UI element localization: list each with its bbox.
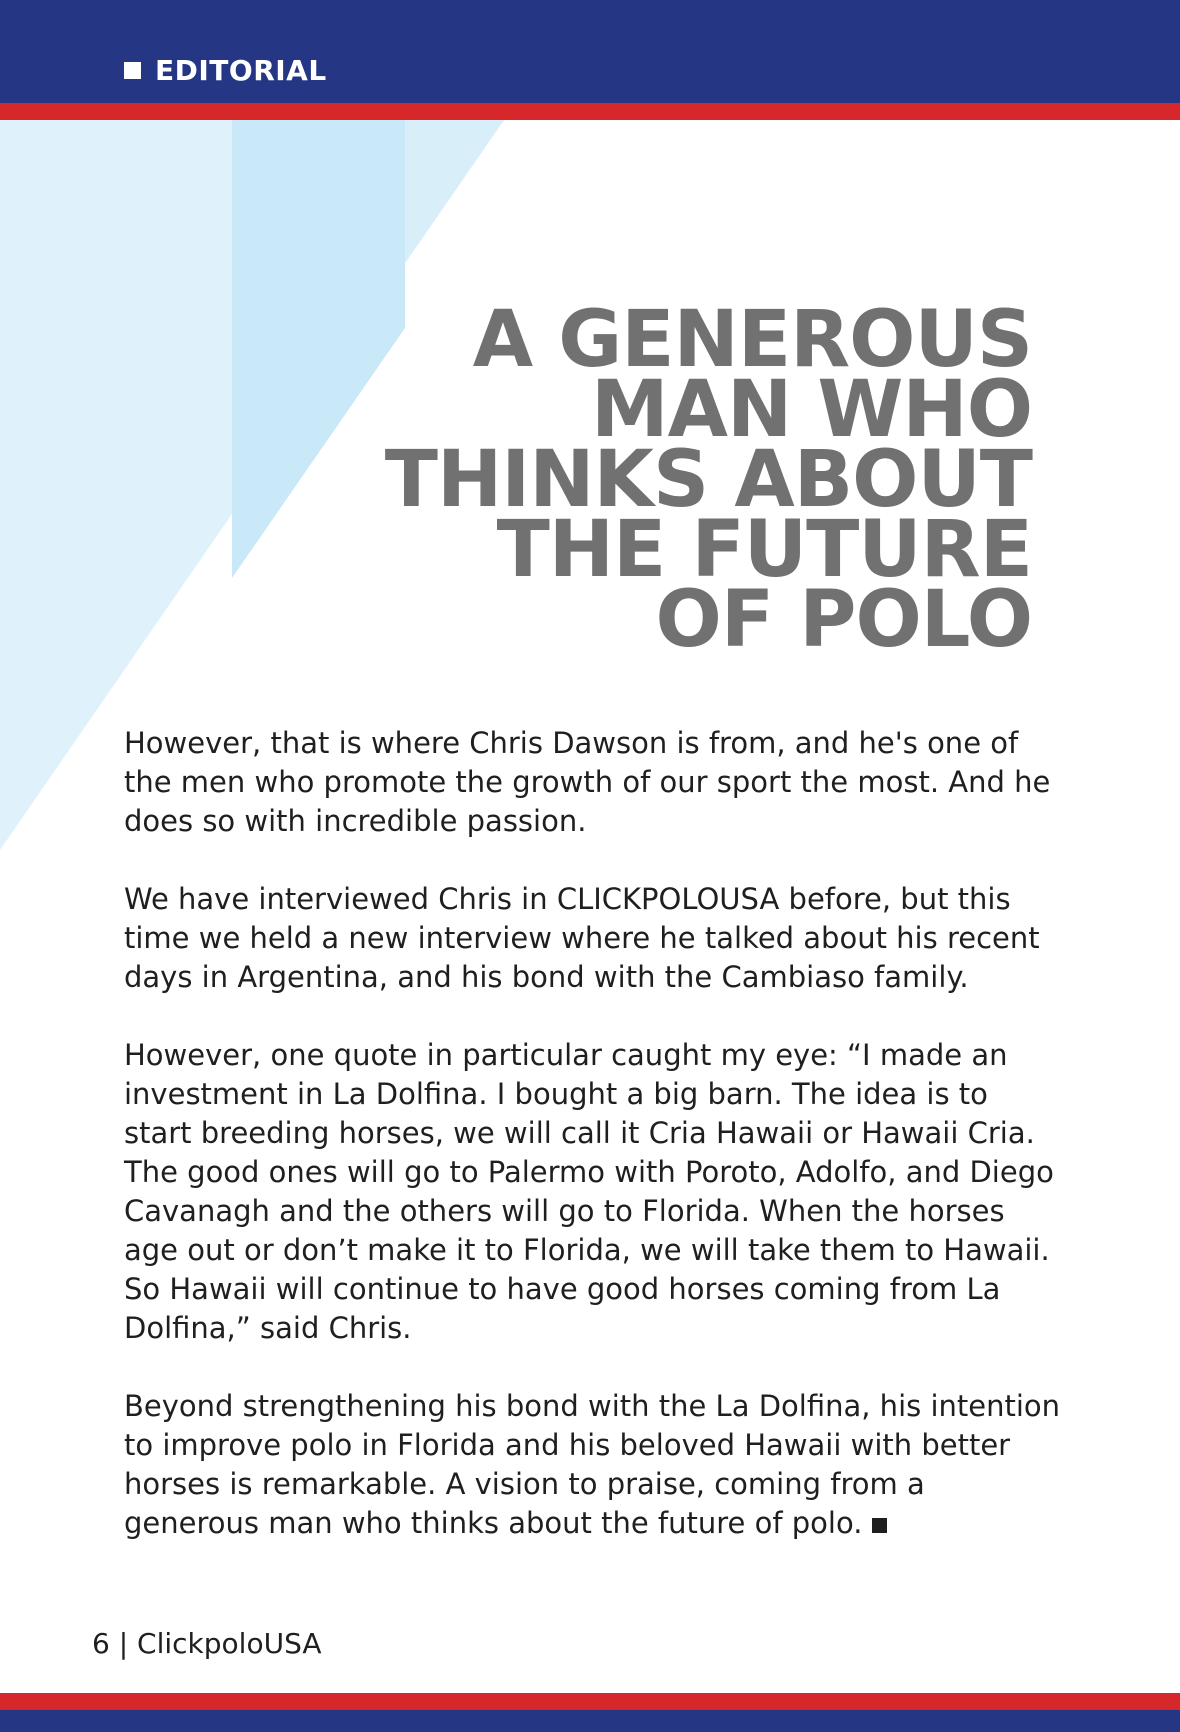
article-paragraph-last [124,1387,1064,1543]
headline [272,295,1032,665]
page-footer: 6 | ClickpoloUSA [92,1627,322,1660]
article-paragraph-text: Beyond strengthening his bond with the La Dolfina, his intention to improve polo in Florida and his beloved Hawaii with better horses is remarkable. A vision to praise, coming from a generous man who thinks about the future of polo. [124,1389,1061,1540]
headline-line: OF POLO [655,575,1032,665]
end-of-article-icon [872,1518,887,1533]
section-tag [124,50,327,90]
headline-line: THE FUTURE [496,505,1032,595]
headline-line: A GENEROUS [472,295,1032,385]
footer-bar [0,1710,1180,1732]
square-bullet-icon [124,62,141,79]
article-paragraph: We have interviewed Chris in CLICKPOLOUSA before, but this time we held a new interview where he talked about his recent days in Argentina, and his bond with the Cambiaso family. [124,882,1040,994]
article-body [124,724,1064,1582]
header-accent-stripe [0,103,1180,120]
article-paragraph: However, that is where Chris Dawson is from, and he's one of the men who promote the growth of our sport the most. And he does so with incredible passion. [124,726,1051,838]
footer-accent-stripe [0,1693,1180,1710]
section-label: EDITORIAL [155,53,327,87]
article-paragraph: However, one quote in particular caught my eye: “I made an investment in La Dolfina. I bought a big barn. The idea is to start breeding horses, we will call it Cria Hawaii or Hawaii Cria. The good ones will go to Palermo with Poroto, Adolfo, and Diego Cavanagh and the others will go to Florida. When the horses age out or don’t make it to Florida, we will take them to Hawaii. So Hawaii will continue to have good horses coming from La Dolfina,” said Chris. [124,1038,1054,1345]
headline-line: THINKS ABOUT [384,435,1032,525]
headline-line: MAN WHO [590,365,1032,455]
